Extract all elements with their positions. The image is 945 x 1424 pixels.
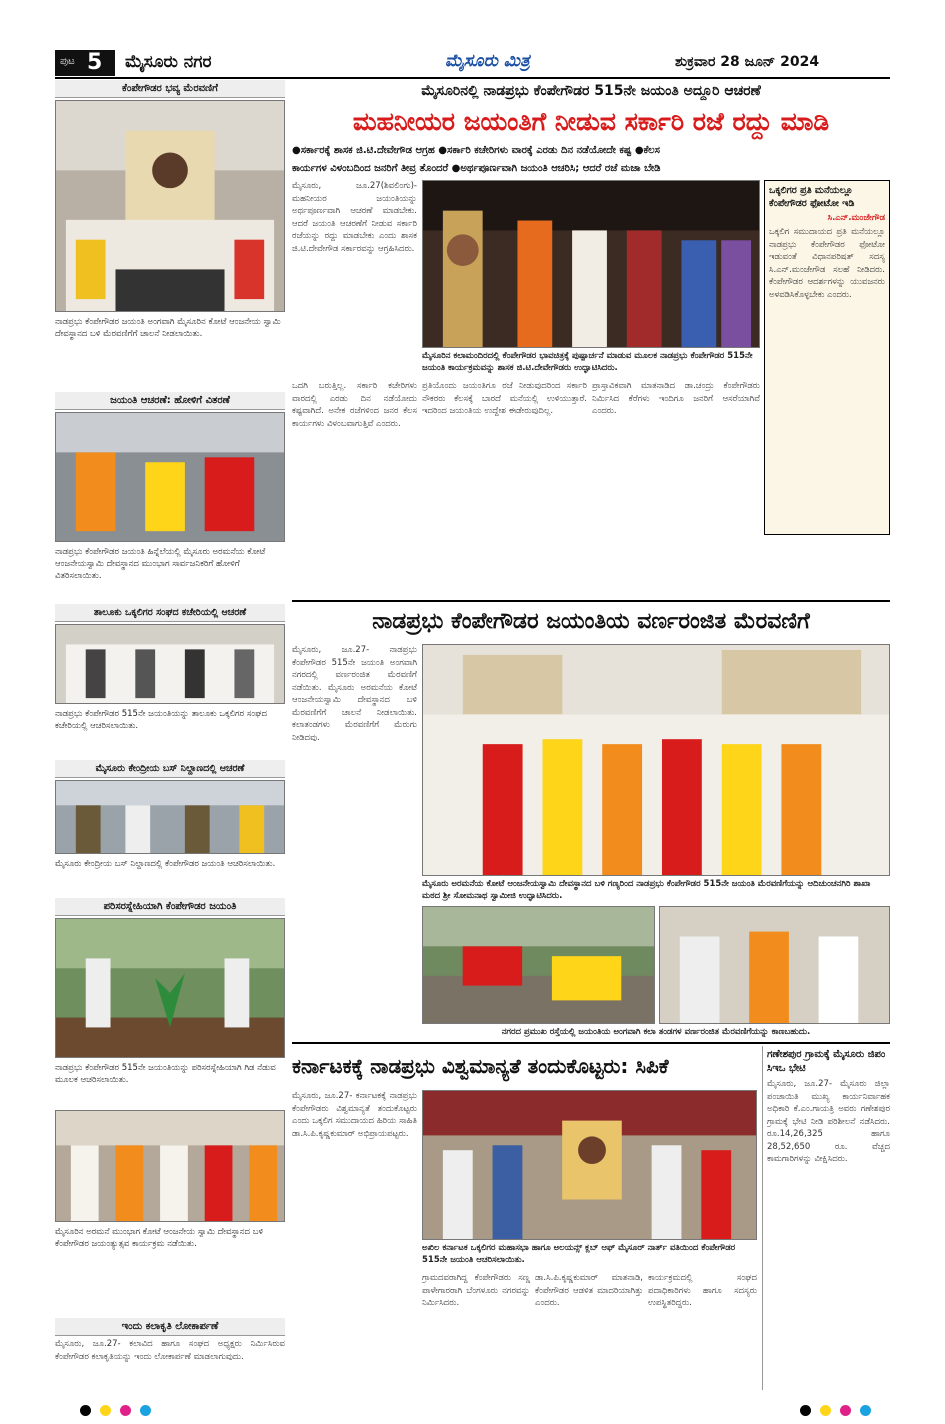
issue-date: ಶುಕ್ರವಾರ 28 ಜೂನ್ 2024 xyxy=(675,54,820,70)
lead-body-col3: ಪ್ರತಿಯೊಂದು ಜಯಂತಿಗೂ ರಜೆ ನೀಡುವುದರಿಂದ ಸರ್ಕಾರಿ ನೌಕರರು ಕೆಲಸಕ್ಕೆ ಬಾರದೆ ಮನೆಯಲ್ಲಿ ಉಳಿಯುತ್ತಾರೆ. ಇದರಿಂದ ಜಯಂತಿಯ ಉದ್ದೇಶ ಈಡೇರುವುದಿಲ್ಲ. xyxy=(422,381,587,416)
registration-dot-yellow-r xyxy=(820,1405,831,1416)
procession-photo-street xyxy=(422,906,655,1024)
story4-caption: ಮೈಸೂರು ಕೇಂದ್ರೀಯ ಬಸ್ ನಿಲ್ದಾಣದಲ್ಲಿ ಕೆಂಪೇಗೌಡರ ಜಯಂತಿ ಆಚರಿಸಲಾಯಿತು. xyxy=(55,859,276,869)
registration-dot-yellow xyxy=(100,1405,111,1416)
bottom-body-col3: ಡಾ.ಸಿ.ಪಿ.ಕೃಷ್ಣಕುಮಾರ್ ಮಾತನಾಡಿ, ಕೆಂಪೇಗೌಡರ ಆಡಳಿತ ಮಾದರಿಯಾಗಿತ್ತು ಎಂದರು. xyxy=(535,1273,643,1308)
story2-photo xyxy=(55,412,285,542)
story3-caption: ನಾಡಪ್ರಭು ಕೆಂಪೇಗೌಡರ 515ನೇ ಜಯಂತಿಯನ್ನು ತಾಲೂಕು ಒಕ್ಕಲಿಗರ ಸಂಘದ ಕಚೇರಿಯಲ್ಲಿ ಆಚರಿಸಲಾಯಿತು. xyxy=(55,709,267,731)
paper-name: ಮೈಸೂರು ಮಿತ್ರ xyxy=(445,51,530,71)
story1-caption: ನಾಡಪ್ರಭು ಕೆಂಪೇಗೌಡರ ಜಯಂತಿ ಅಂಗವಾಗಿ ಮೈಸೂರಿನ ಕೋಟೆ ಆಂಜನೇಯ ಸ್ವಾಮಿ ದೇವಸ್ಥಾನದ ಬಳಿ ಮೆರವಣಿಗೆಗೆ ಚಾಲನೆ ನೀಡಲಾಯಿತು. xyxy=(55,317,281,339)
lead-photo-caption: ಮೈಸೂರಿನ ಕಲಾಮಂದಿರದಲ್ಲಿ ಕೆಂಪೇಗೌಡರ ಭಾವಚಿತ್ರಕ್ಕೆ ಪುಷ್ಪಾರ್ಚನೆ ಮಾಡುವ ಮೂಲಕ ನಾಡಪ್ರಭು ಕೆಂಪೇಗೌಡರ 515ನೇ ಜಯಂತಿ ಕಾರ್ಯಕ್ರಮವನ್ನು ಶಾಸಕ ಜಿ.ಟಿ.ದೇವೇಗೌಡರು ಉದ್ಘಾಟಿಸಿದರು. xyxy=(422,351,753,373)
lead-body-col2: ಒದಗಿ ಬರುತ್ತಿಲ್ಲ. ಸರ್ಕಾರಿ ಕಚೇರಿಗಳು ವಾರದಲ್ಲಿ ಎರಡು ದಿನ ನಡೆಯೋದು ಕಷ್ಟವಾಗಿದೆ. ಅನೇಕ ರಜೆಗಳಿಂದ ಜನರ ಕೆಲಸ ಕಾರ್ಯಗಳು ವಿಳಂಬವಾಗುತ್ತಿವೆ ಎಂದರು. xyxy=(292,381,417,429)
procession-photo-caption: ಮೈಸೂರು ಅರಮನೆಯ ಕೋಟೆ ಆಂಜನೇಯಸ್ವಾಮಿ ದೇವಸ್ಥಾನದ ಬಳಿ ಗಣ್ಯರಿಂದ ನಾಡಪ್ರಭು ಕೆಂಪೇಗೌಡರ 515ನೇ ಜಯಂತಿ ಮೆರವಣಿಗೆಯನ್ನು ಆದಿಚುಂಚನಗಿರಿ ಶಾಖಾ ಮಠದ ಶ್ರೀ ಸೋಮನಾಥ ಸ್ವಾಮೀಜಿ ಉದ್ಘಾಟಿಸಿದರು. xyxy=(422,879,871,901)
lead-headline: ಮಹನೀಯರ ಜಯಂತಿಗೆ ನೀಡುವ ಸರ್ಕಾರಿ ರಜೆ ರದ್ದು ಮಾಡಿ xyxy=(352,107,830,136)
story3-photo xyxy=(55,624,285,704)
right-bottom-body: ಮೈಸೂರು, ಜೂ.27- ಮೈಸೂರು ಜಿಲ್ಲಾ ಪಂಚಾಯಿತಿ ಮುಖ್ಯ ಕಾರ್ಯನಿರ್ವಾಹಕ ಅಧಿಕಾರಿ ಕೆ.ಎಂ.ಗಾಯತ್ರಿ ಅವರು ಗಣೇಶಪುರ ಗ್ರಾಮಕ್ಕೆ ಭೇಟಿ ನೀಡಿ ಪರಿಶೀಲನೆ ನಡೆಸಿದರು. ರೂ.14,26,325 ಹಾಗೂ 28,52,650 ರೂ. ವೆಚ್ಚದ ಕಾಮಗಾರಿಗಳನ್ನು ವೀಕ್ಷಿಸಿದರು. xyxy=(767,1079,890,1164)
story5-photo xyxy=(55,918,285,1058)
lead-body-col4: ಪ್ರಾಸ್ತಾವಿಕವಾಗಿ ಮಾತನಾಡಿದ ಡಾ.ಚಂದ್ರು ಕೆಂಪೇಗೌಡರು ನಿರ್ಮಿಸಿದ ಕೆರೆಗಳು ಇಂದಿಗೂ ಜನರಿಗೆ ಆಸರೆಯಾಗಿವೆ ಎಂದರು. xyxy=(592,381,760,416)
procession-headline: ನಾಡಪ್ರಭು ಕೆಂಪೇಗೌಡರ ಜಯಂತಿಯ ವರ್ಣರಂಜಿತ ಮೆರವಣಿಗೆ xyxy=(372,609,810,634)
story6-caption: ಮೈಸೂರಿನ ಅರಮನೆ ಮುಂಭಾಗ ಕೋಟೆ ಆಂಜನೇಯ ಸ್ವಾಮಿ ದೇವಸ್ಥಾನದ ಬಳಿ ಕೆಂಪೇಗೌಡರ ಜಯಂತ್ಯುತ್ಸವ ಕಾರ್ಯಕ್ರಮ ನಡೆಯಿತು. xyxy=(55,1227,264,1249)
bottom-photo xyxy=(422,1090,757,1240)
right-bottom-box xyxy=(762,1046,890,1390)
story4-kicker: ಮೈಸೂರು ಕೇಂದ್ರೀಯ ಬಸ್ ನಿಲ್ದಾಣದಲ್ಲಿ ಆಚರಣೆ xyxy=(55,760,285,778)
bottom-photo-caption: ಅಖಿಲ ಕರ್ನಾಟಕ ಒಕ್ಕಲಿಗರ ಮಹಾಸಭಾ ಹಾಗೂ ಅಲಯನ್ಸ್ ಕ್ಲಬ್ ಆಫ್ ಮೈಸೂರ್ ನಾರ್ತ್ ವತಿಯಿಂದ ಕೆಂಪೇಗೌಡರ 515ನೇ ಜಯಂತಿ ಆಚರಿಸಲಾಯಿತು. xyxy=(422,1243,736,1265)
lead-deck-2: ಕಾರ್ಯಗಳ ವಿಳಂಬದಿಂದ ಜನರಿಗೆ ತೀವ್ರ ತೊಂದರೆ ●ಅರ್ಥಪೂರ್ಣವಾಗಿ ಜಯಂತಿ ಆಚರಿಸಿ; ಆದರೆ ರಜೆ ಮಜಾ ಬೇಡಿ xyxy=(292,163,661,174)
story2-caption: ನಾಡಪ್ರಭು ಕೆಂಪೇಗೌಡರ ಜಯಂತಿ ಹಿನ್ನೆಲೆಯಲ್ಲಿ ಮೈಸೂರು ಅರಮನೆಯ ಕೋಟೆ ಆಂಜನೇಯಸ್ವಾಮಿ ದೇವಸ್ಥಾನದ ಮುಂಭಾಗ ಸಾರ್ವಜನಿಕರಿಗೆ ಹೋಳಿಗೆ ವಿತರಿಸಲಾಯಿತು. xyxy=(55,547,266,581)
story4-photo xyxy=(55,780,285,854)
bottom-body-col1: ಮೈಸೂರು, ಜೂ.27- ಕರ್ನಾಟಕಕ್ಕೆ ನಾಡಪ್ರಭು ಕೆಂಪೇಗೌಡರು ವಿಶ್ವಮಾನ್ಯತೆ ತಂದುಕೊಟ್ಟರು ಎಂದು ಒಕ್ಕಲಿಗ ಸಮುದಾಯದ ಹಿರಿಯ ಸಾಹಿತಿ ಡಾ.ಸಿ.ಪಿ.ಕೃಷ್ಣಕುಮಾರ್ ಅಭಿಪ್ರಾಯಪಟ್ಟರು. xyxy=(292,1091,417,1139)
left-column xyxy=(55,80,285,1395)
procession-photo-bulls xyxy=(659,906,890,1024)
story1-kicker: ಕೆಂಪೇಗೌಡರ ಭವ್ಯ ಮೆರವಣಿಗೆ xyxy=(55,80,285,98)
masthead-rule xyxy=(55,77,890,79)
story1-photo xyxy=(55,100,285,312)
lead-deck-1: ●ಸರ್ಕಾರಕ್ಕೆ ಶಾಸಕ ಜಿ.ಟಿ.ದೇವೇಗೌಡ ಆಗ್ರಹ ●ಸರ್ಕಾರಿ ಕಚೇರಿಗಳು ವಾರಕ್ಕೆ ಎರಡು ದಿನ ನಡೆಯೋದೇ ಕಷ್ಟ ●ಕೆಲಸ xyxy=(292,145,660,156)
registration-dot-black xyxy=(80,1405,91,1416)
right-bottom-title: ಗಣೇಶಪುರ ಗ್ರಾಮಕ್ಕೆ ಮೈಸೂರು ಜಿಪಂ ಸಿಇಒ ಭೇಟಿ xyxy=(767,1049,886,1074)
procession-body: ಮೈಸೂರು, ಜೂ.27- ನಾಡಪ್ರಭು ಕೆಂಪೇಗೌಡರ 515ನೇ ಜಯಂತಿ ಅಂಗವಾಗಿ ನಗರದಲ್ಲಿ ವರ್ಣರಂಜಿತ ಮೆರವಣಿಗೆ ನಡೆಯಿತು. ಮೈಸೂರು ಅರಮನೆಯ ಕೋಟೆ ಆಂಜನೇಯಸ್ವಾಮಿ ದೇವಸ್ಥಾನದ ಬಳಿ ಮೆರವಣಿಗೆಗೆ ಚಾಲನೆ ನೀಡಲಾಯಿತು. ಕಲಾತಂಡಗಳು ಮೆರವಣಿಗೆಗೆ ಮೆರುಗು ನೀಡಿದವು. xyxy=(292,645,417,743)
bottom-body-col2: ಗ್ರಾಮದವರಾಗಿದ್ದ ಕೆಂಪೇಗೌಡರು ಸಣ್ಣ ಪಾಳೇಗಾರರಾಗಿ ಬೆಂಗಳೂರು ನಗರವನ್ನು ನಿರ್ಮಿಸಿದರು. xyxy=(422,1273,530,1308)
masthead xyxy=(55,50,890,76)
story3-kicker: ತಾಲೂಕು ಒಕ್ಕಲಿಗರ ಸಂಘದ ಕಚೇರಿಯಲ್ಲಿ ಆಚರಣೆ xyxy=(55,604,285,622)
registration-dot-magenta-r xyxy=(840,1405,851,1416)
sidebar-box xyxy=(764,180,890,535)
lead-kicker: ಮೈಸೂರಿನಲ್ಲಿ ನಾಡಪ್ರಭು ಕೆಂಪೇಗೌಡರ 515ನೇ ಜಯಂತಿ ಅದ್ದೂರಿ ಆಚರಣೆ xyxy=(421,83,761,99)
section-name: ಮೈಸೂರು ನಗರ xyxy=(125,52,212,72)
registration-dot-magenta xyxy=(120,1405,131,1416)
page-number-box xyxy=(55,50,115,76)
registration-dot-cyan xyxy=(140,1405,151,1416)
procession-bottom-caption: ನಗರದ ಪ್ರಮುಖ ರಸ್ತೆಯಲ್ಲಿ ಜಯಂತಿಯ ಅಂಗವಾಗಿ ಕಲಾ ತಂಡಗಳ ವರ್ಣರಂಜಿತ ಮೆರವಣಿಗೆಯನ್ನು ಕಾಣಬಹುದು. xyxy=(501,1027,811,1037)
sidebar-byline: ಸಿ.ಎನ್.ಮಂಜೇಗೌಡ xyxy=(827,213,885,223)
procession-bottom-rule xyxy=(292,1042,890,1044)
story5-kicker: ಪರಿಸರಸ್ನೇಹಿಯಾಗಿ ಕೆಂಪೇಗೌಡರ ಜಯಂತಿ xyxy=(55,898,285,916)
story6-photo xyxy=(55,1110,285,1222)
story7-kicker: ಇಂದು ಕಲಾಕೃತಿ ಲೋಕಾರ್ಪಣೆ xyxy=(55,1318,285,1336)
registration-dot-black-r xyxy=(800,1405,811,1416)
sidebar-body: ಒಕ್ಕಲಿಗ ಸಮುದಾಯದ ಪ್ರತಿ ಮನೆಯಲ್ಲೂ ನಾಡಪ್ರಭು ಕೆಂಪೇಗೌಡರ ಫೋಟೋ ಇಡುವಂತೆ ವಿಧಾನಪರಿಷತ್ ಸದಸ್ಯ ಸಿ.ಎನ್.ಮಂಜೇಗೌಡ ಸಲಹೆ ನೀಡಿದರು. ಕೆಂಪೇಗೌಡರ ಆದರ್ಶಗಳನ್ನು ಯುವಜನರು ಅಳವಡಿಸಿಕೊಳ್ಳಬೇಕು ಎಂದರು. xyxy=(769,227,885,300)
lead-photo xyxy=(422,180,760,348)
procession-photo-main xyxy=(422,644,890,876)
page-number: 5 xyxy=(87,50,103,75)
story5-caption: ನಾಡಪ್ರಭು ಕೆಂಪೇಗೌಡರ 515ನೇ ಜಯಂತಿಯನ್ನು ಪರಿಸರಸ್ನೇಹಿಯಾಗಿ ಗಿಡ ನೆಡುವ ಮೂಲಕ ಆಚರಿಸಲಾಯಿತು. xyxy=(55,1063,276,1085)
bottom-body-col4: ಕಾರ್ಯಕ್ರಮದಲ್ಲಿ ಸಂಘದ ಪದಾಧಿಕಾರಿಗಳು ಹಾಗೂ ಸದಸ್ಯರು ಉಪಸ್ಥಿತರಿದ್ದರು. xyxy=(648,1273,757,1308)
registration-dot-cyan-r xyxy=(860,1405,871,1416)
story7-body: ಮೈಸೂರು, ಜೂ.27- ಕಲಾವಿದ ಹಾಗೂ ಸಂಘದ ಅಧ್ಯಕ್ಷರು ನಿರ್ಮಿಸಿರುವ ಕೆಂಪೇಗೌಡರ ಕಲಾಕೃತಿಯನ್ನು ಇಂದು ಲೋಕಾರ್ಪಣೆ ಮಾಡಲಾಗುವುದು. xyxy=(55,1339,285,1362)
story2-kicker: ಜಯಂತಿ ಆಚರಣೆ: ಹೋಳಿಗೆ ವಿತರಣೆ xyxy=(55,392,285,410)
page-label: ಪುಟ xyxy=(60,56,75,67)
lead-bottom-rule xyxy=(292,600,890,602)
lead-body-intro: ಮೈಸೂರು, ಜೂ.27(ಶಿವಲಿಂಗು)- ಮಹನೀಯರ ಜಯಂತಿಯನ್ನು ಅರ್ಥಪೂರ್ಣವಾಗಿ ಆಚರಣೆ ಮಾಡಬೇಕು. ಆದರೆ ಜಯಂತಿ ಆಚರಣೆಗೆ ನೀಡುವ ಸರ್ಕಾರಿ ರಜೆಯನ್ನು ರದ್ದು ಮಾಡಬೇಕು ಎಂದು ಶಾಸಕ ಜಿ.ಟಿ.ದೇವೇಗೌಡ ಸರ್ಕಾರವನ್ನು ಆಗ್ರಹಿಸಿದರು. xyxy=(292,181,417,254)
sidebar-title: ಒಕ್ಕಲಿಗರ ಪ್ರತಿ ಮನೆಯಲ್ಲೂ ಕೆಂಪೇಗೌಡರ ಫೋಟೋ ಇಡಿ xyxy=(769,185,855,209)
bottom-headline: ಕರ್ನಾಟಕಕ್ಕೆ ನಾಡಪ್ರಭು ವಿಶ್ವಮಾನ್ಯತೆ ತಂದುಕೊಟ್ಟರು: ಸಿಪಿಕೆ xyxy=(292,1054,669,1078)
